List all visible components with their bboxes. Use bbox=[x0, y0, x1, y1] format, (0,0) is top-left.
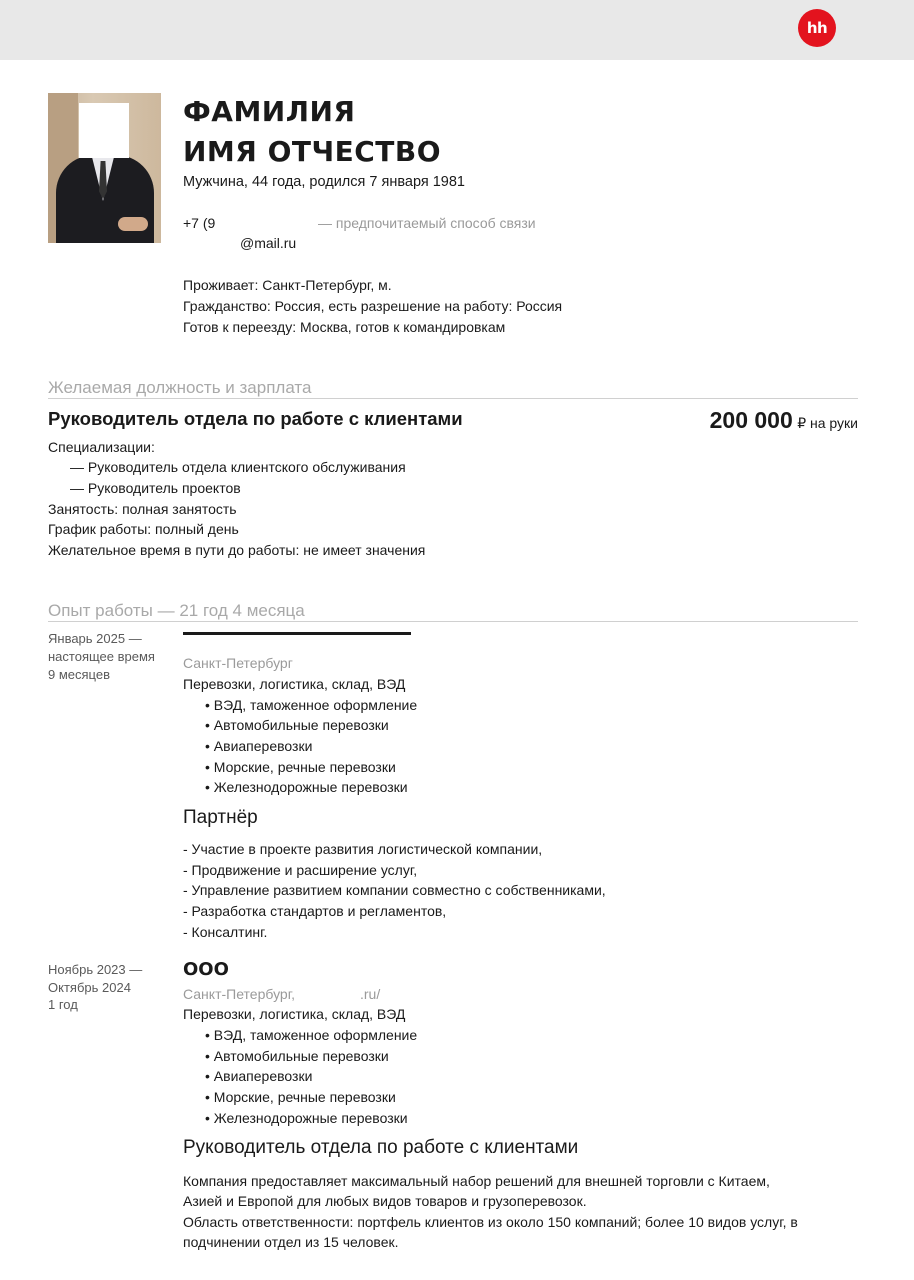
top-bar bbox=[0, 0, 914, 60]
company-name-redacted bbox=[183, 630, 413, 644]
job-duty: - Разработка стандартов и регламентов, bbox=[183, 903, 447, 919]
phone-number[interactable]: +7 (9 bbox=[183, 215, 216, 231]
phone-note: — предпочитаемый способ связи bbox=[318, 215, 536, 231]
job-duty: - Управление развитием компании совместно с собственниками, bbox=[183, 882, 606, 898]
service-item: • Морские, речные перевозки bbox=[205, 759, 396, 775]
job-duty: - Продвижение и расширение услуг, bbox=[183, 862, 418, 878]
job-period-start: Ноябрь 2023 — bbox=[48, 962, 143, 977]
name-patronymic: ИМЯ ОТЧЕСТВО bbox=[183, 135, 442, 168]
job-description: Область ответственности: портфель клиентов из около 150 компаний; более 10 видов услуг, в bbox=[183, 1214, 798, 1230]
job-period-end: Октябрь 2024 bbox=[48, 980, 131, 995]
email-address[interactable]: @mail.ru bbox=[240, 235, 297, 251]
job-duration: 9 месяцев bbox=[48, 667, 110, 682]
job-description: Азией и Европой для любых видов товаров и грузоперевозок. bbox=[183, 1193, 587, 1209]
job-period-end: настоящее время bbox=[48, 649, 155, 664]
service-item: • Авиаперевозки bbox=[205, 1068, 313, 1084]
service-item: • Морские, речные перевозки bbox=[205, 1089, 396, 1105]
service-item: • Железнодорожные перевозки bbox=[205, 779, 408, 795]
job-role: Партнёр bbox=[183, 807, 258, 828]
service-item: • Авиаперевозки bbox=[205, 738, 313, 754]
section-divider bbox=[48, 398, 858, 399]
specialization-item: — Руководитель проектов bbox=[70, 480, 241, 496]
job-industry: Перевозки, логистика, склад, ВЭД bbox=[183, 1006, 406, 1022]
service-item: • Автомобильные перевозки bbox=[205, 717, 389, 733]
company-site[interactable]: .ru/ bbox=[360, 986, 381, 1002]
job-description: Компания предоставляет максимальный набор решений для внешней торговли с Китаем, bbox=[183, 1173, 770, 1189]
section-divider bbox=[48, 621, 858, 622]
desired-position: Руководитель отдела по работе с клиентами bbox=[48, 408, 463, 429]
service-item: • ВЭД, таможенное оформление bbox=[205, 697, 418, 713]
employment-type: Занятость: полная занятость bbox=[48, 501, 237, 517]
job-duty: - Участие в проекте развития логистической компании, bbox=[183, 841, 543, 857]
desired-section-title: Желаемая должность и зарплата bbox=[48, 378, 312, 397]
specializations-label: Специализации: bbox=[48, 439, 155, 455]
profile-photo bbox=[48, 93, 161, 243]
job-description: подчинении отдел из 15 человек. bbox=[183, 1234, 399, 1250]
service-item: • ВЭД, таможенное оформление bbox=[205, 1027, 418, 1043]
specialization-item: — Руководитель отдела клиентского обслуживания bbox=[70, 459, 406, 475]
service-item: • Автомобильные перевозки bbox=[205, 1048, 389, 1064]
job-industry: Перевозки, логистика, склад, ВЭД bbox=[183, 676, 406, 692]
job-duty: - Консалтинг. bbox=[183, 924, 268, 940]
salary-block bbox=[710, 406, 858, 434]
job-duration: 1 год bbox=[48, 997, 78, 1012]
company-name: ООО bbox=[183, 959, 229, 980]
commute-time: Желательное время в пути до работы: не имеет значения bbox=[48, 542, 426, 558]
relocation: Готов к переезду: Москва, готов к командировкам bbox=[183, 319, 506, 335]
experience-section-title: Опыт работы — 21 год 4 месяца bbox=[48, 601, 305, 620]
job-role: Руководитель отдела по работе с клиентами bbox=[183, 1137, 579, 1158]
salary-amount: 200 000 bbox=[709, 407, 793, 433]
job-location: Санкт-Петербург, bbox=[183, 986, 295, 1002]
salary-unit: ₽ на руки bbox=[797, 415, 858, 431]
profile-summary: Мужчина, 44 года, родился 7 января 1981 bbox=[183, 174, 465, 190]
face-redaction bbox=[79, 103, 129, 158]
citizenship: Гражданство: Россия, есть разрешение на работу: Россия bbox=[183, 298, 563, 314]
residence: Проживает: Санкт-Петербург, м. bbox=[183, 277, 392, 293]
job-period-start: Январь 2025 — bbox=[48, 631, 142, 646]
job-location: Санкт-Петербург bbox=[183, 655, 293, 671]
service-item: • Железнодорожные перевозки bbox=[205, 1110, 408, 1126]
hh-logo[interactable]: hh bbox=[798, 9, 836, 47]
work-schedule: График работы: полный день bbox=[48, 521, 239, 537]
surname: ФАМИЛИЯ bbox=[183, 95, 356, 128]
